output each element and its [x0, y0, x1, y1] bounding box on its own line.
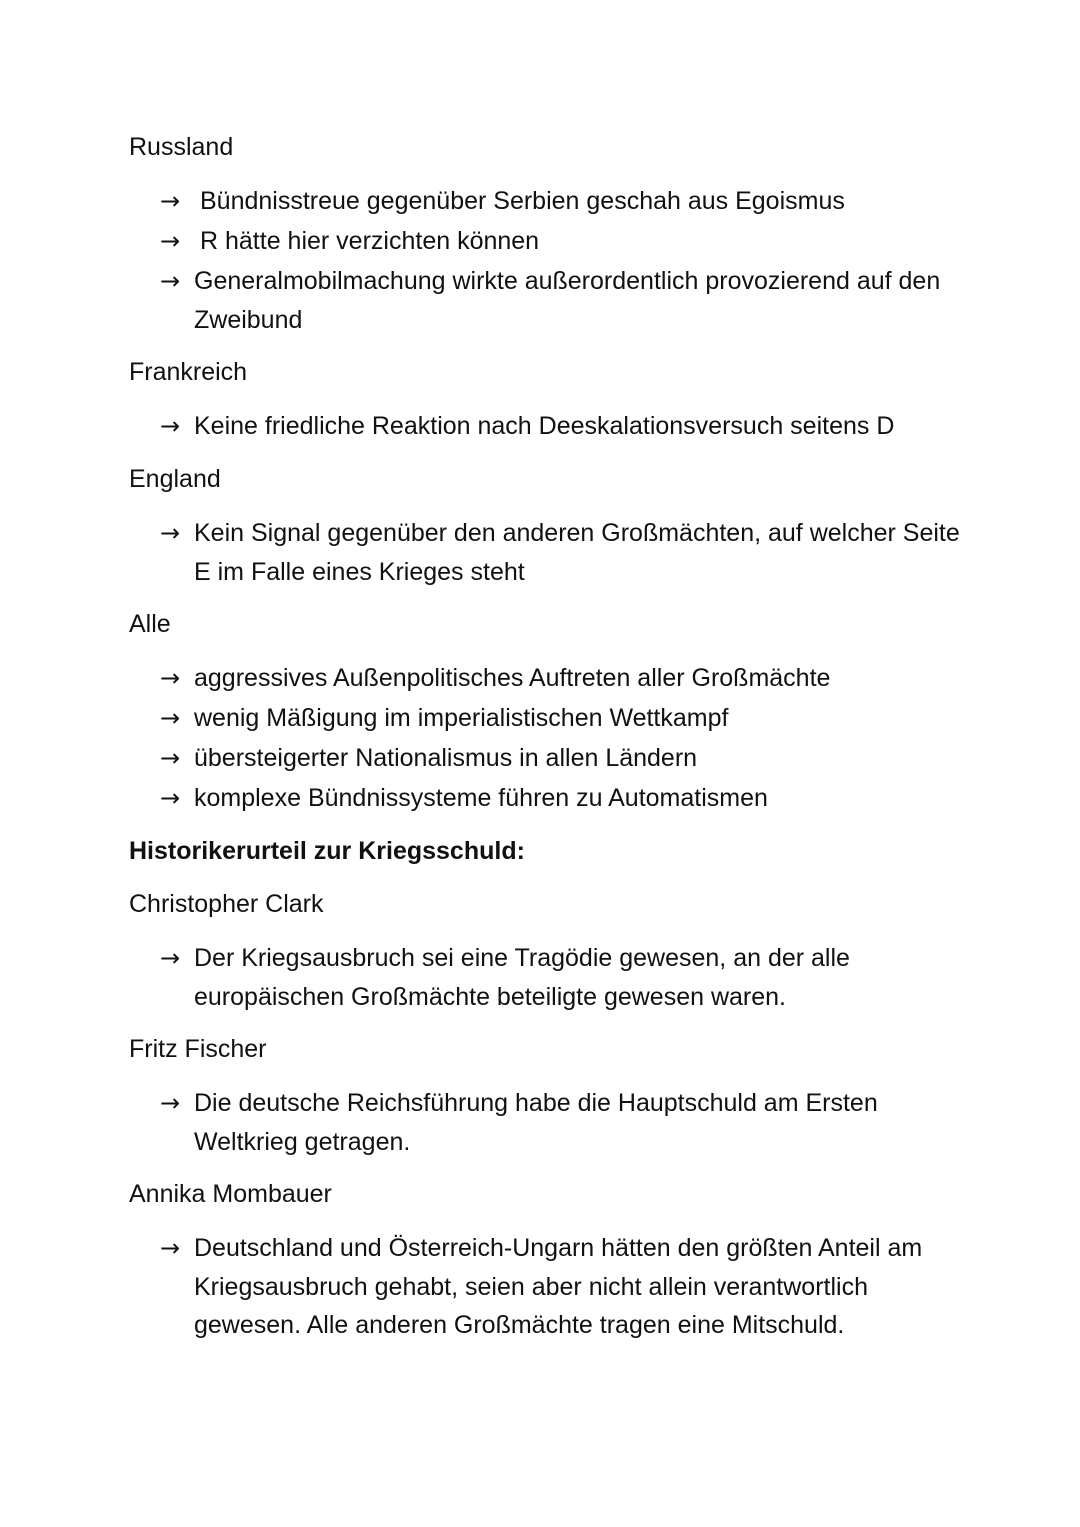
list-item-text: Generalmobilmachung wirkte außerordentlich provozierend auf den Zweibund	[194, 267, 941, 334]
list-item	[160, 779, 980, 818]
list-item	[160, 407, 980, 446]
arrow-icon: →	[160, 944, 181, 972]
arrow-icon: →	[160, 267, 181, 295]
list-item	[160, 699, 980, 738]
arrow-icon: →	[160, 412, 181, 440]
historians-heading: Historikerurteil zur Kriegsschuld:	[129, 837, 525, 865]
section-heading-frankreich: Frankreich	[129, 358, 248, 386]
historian-name-mombauer: Annika Mombauer	[129, 1180, 332, 1208]
arrow-icon: →	[160, 704, 181, 732]
list-item-text: R hätte hier verzichten können	[200, 227, 540, 255]
arrow-icon: →	[160, 227, 181, 255]
historian-verdict-fischer	[160, 1084, 980, 1161]
arrow-icon: →	[160, 187, 181, 215]
list-item-text: Kein Signal gegenüber den anderen Großmächten, auf welcher Seite E im Falle eines Krieges steht	[194, 519, 960, 586]
list-item-text: Bündnisstreue gegenüber Serbien geschah aus Egoismus	[200, 187, 845, 215]
list-item	[160, 514, 980, 591]
arrow-icon: →	[160, 1089, 181, 1117]
arrow-icon: →	[160, 519, 181, 547]
list-item	[160, 659, 980, 698]
section-heading-russland: Russland	[129, 133, 234, 161]
arrow-icon: →	[160, 1234, 181, 1262]
list-item-text: komplexe Bündnissysteme führen zu Automatismen	[194, 784, 768, 812]
section-heading-alle: Alle	[129, 610, 171, 638]
historian-verdict-clark	[160, 939, 980, 1016]
historian-verdict-mombauer	[160, 1229, 980, 1345]
list-item	[160, 262, 980, 339]
list-item-text: übersteigerter Nationalismus in allen Ländern	[194, 744, 698, 772]
arrow-icon: →	[160, 784, 181, 812]
list-item-text: Keine friedliche Reaktion nach Deeskalationsversuch seitens D	[194, 412, 895, 440]
list-item-text: wenig Mäßigung im imperialistischen Wettkampf	[194, 704, 729, 732]
verdict-text: Die deutsche Reichsführung habe die Hauptschuld am Ersten Weltkrieg getragen.	[194, 1089, 878, 1156]
section-heading-england: England	[129, 465, 221, 493]
verdict-text: Deutschland und Österreich-Ungarn hätten den größten Anteil am Kriegsausbruch gehabt, seien aber nicht allein verantwortlich gewesen. Alle anderen Großmächte tragen eine Mitschuld.	[194, 1234, 923, 1339]
verdict-text: Der Kriegsausbruch sei eine Tragödie gewesen, an der alle europäischen Großmächte beteiligte gewesen waren.	[194, 944, 850, 1011]
list-item-text: aggressives Außenpolitisches Auftreten aller Großmächte	[194, 664, 831, 692]
list-item	[160, 739, 980, 778]
historian-name-clark: Christopher Clark	[129, 890, 324, 918]
list-item	[160, 222, 980, 261]
arrow-icon: →	[160, 744, 181, 772]
historian-name-fischer: Fritz Fischer	[129, 1035, 267, 1063]
arrow-icon: →	[160, 664, 181, 692]
list-item	[160, 182, 980, 221]
